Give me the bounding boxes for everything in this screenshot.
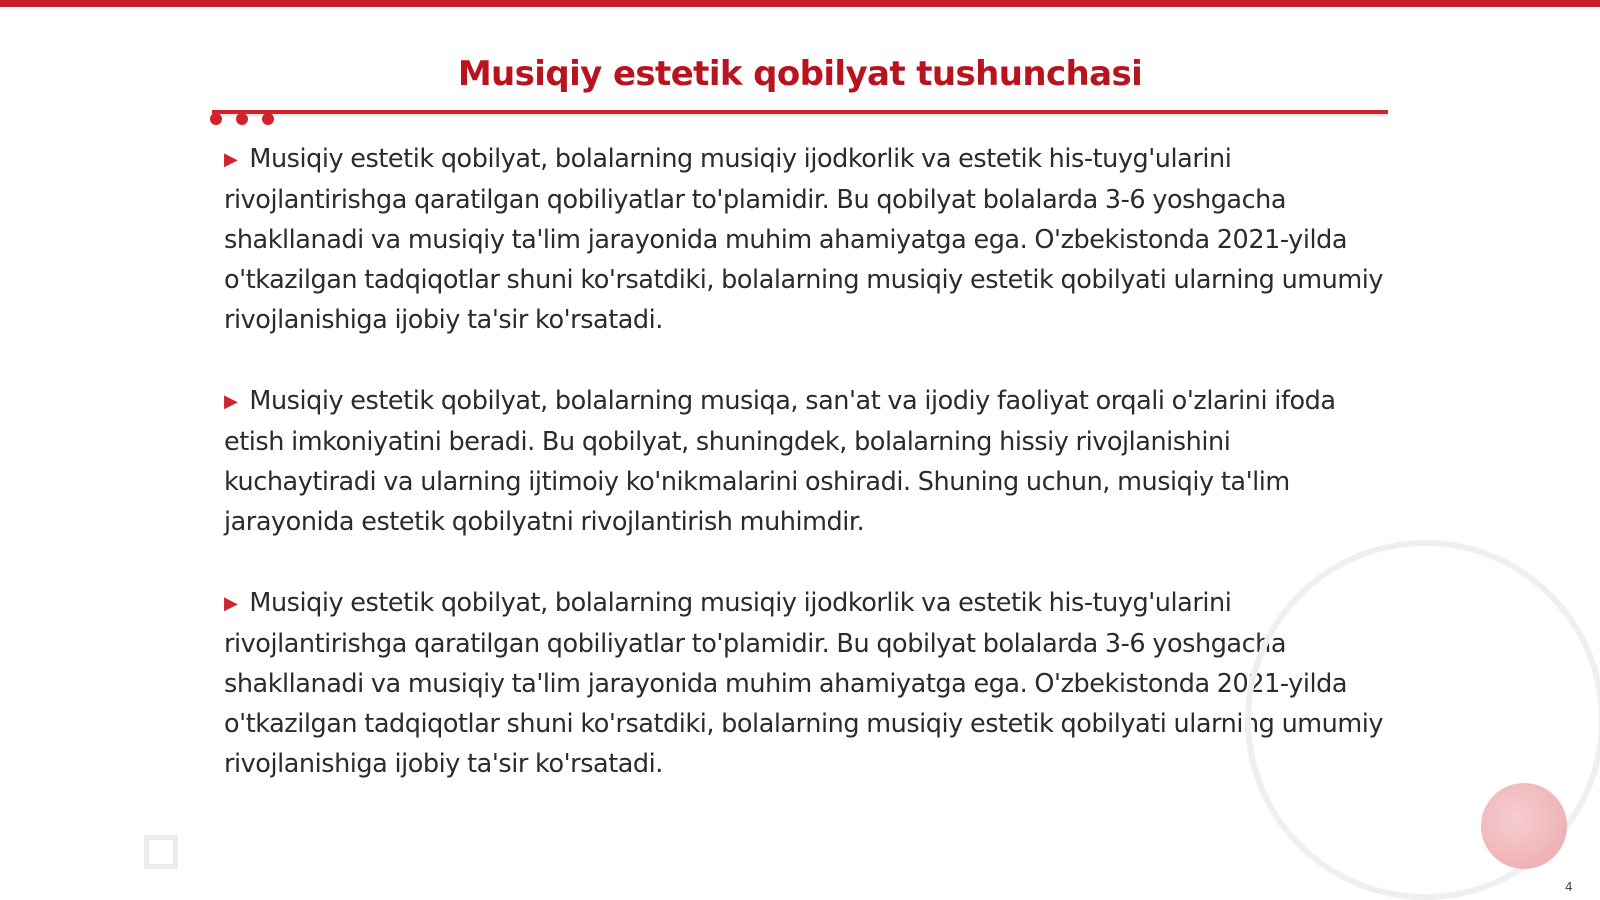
- bullet-paragraph: [224, 139, 1384, 340]
- bullet-paragraph: [224, 381, 1384, 542]
- decorative-dot: [262, 113, 274, 125]
- paragraph-text: Musiqiy estetik qobilyat, bolalarning musiqa, san'at va ijodiy faoliyat orqali o'zlarini ifoda etish imkoniyatini beradi. Bu qobilyat, shuningdek, bolalarning hissiy rivojlanishini kuchaytiradi va ularning ijtimoiy ko'nikmalarini oshiradi. Shuning uchun, musiqiy ta'lim jarayonida estetik qobilyatni rivojlantirish muhimdir.: [224, 386, 1336, 537]
- page-number: 4: [1565, 880, 1573, 894]
- bullet-paragraph: [224, 583, 1384, 784]
- decorative-dot: [210, 113, 222, 125]
- top-accent-bar: [0, 0, 1600, 7]
- paragraph-text: Musiqiy estetik qobilyat, bolalarning musiqiy ijodkorlik va estetik his-tuyg'ularini rivojlantirishga qaratilgan qobiliyatlar to'plamidir. Bu qobilyat bolalarda 3-6 yoshgacha shakllanadi va musiqiy ta'lim jarayonida muhim ahamiyatga ega. O'zbekistonda 2021-yilda o'tkazilgan tadqiqotlar shuni ko'rsatdiki, bolalarning musiqiy estetik qobilyati ularning umumiy rivojlanishiga ijobiy ta'sir ko'rsatadi.: [224, 144, 1384, 335]
- triangle-right-icon: ▶: [224, 149, 238, 170]
- triangle-right-icon: ▶: [224, 391, 238, 412]
- decorative-pink-circle: [1481, 783, 1567, 869]
- slide-title: Musiqiy estetik qobilyat tushunchasi: [457, 54, 1143, 94]
- slide-body: [224, 139, 1384, 784]
- decorative-dot: [236, 113, 248, 125]
- title-underline: [212, 110, 1388, 114]
- decorative-square: [144, 835, 178, 869]
- paragraph-text: Musiqiy estetik qobilyat, bolalarning musiqiy ijodkorlik va estetik his-tuyg'ularini rivojlantirishga qaratilgan qobiliyatlar to'plamidir. Bu qobilyat bolalarda 3-6 yoshgacha shakllanadi va musiqiy ta'lim jarayonida muhim ahamiyatga ega. O'zbekistonda 2021-yilda o'tkazilgan tadqiqotlar shuni ko'rsatdiki, bolalarning musiqiy estetik qobilyati ularning umumiy rivojlanishiga ijobiy ta'sir ko'rsatadi.: [224, 588, 1384, 779]
- triangle-right-icon: ▶: [224, 593, 238, 614]
